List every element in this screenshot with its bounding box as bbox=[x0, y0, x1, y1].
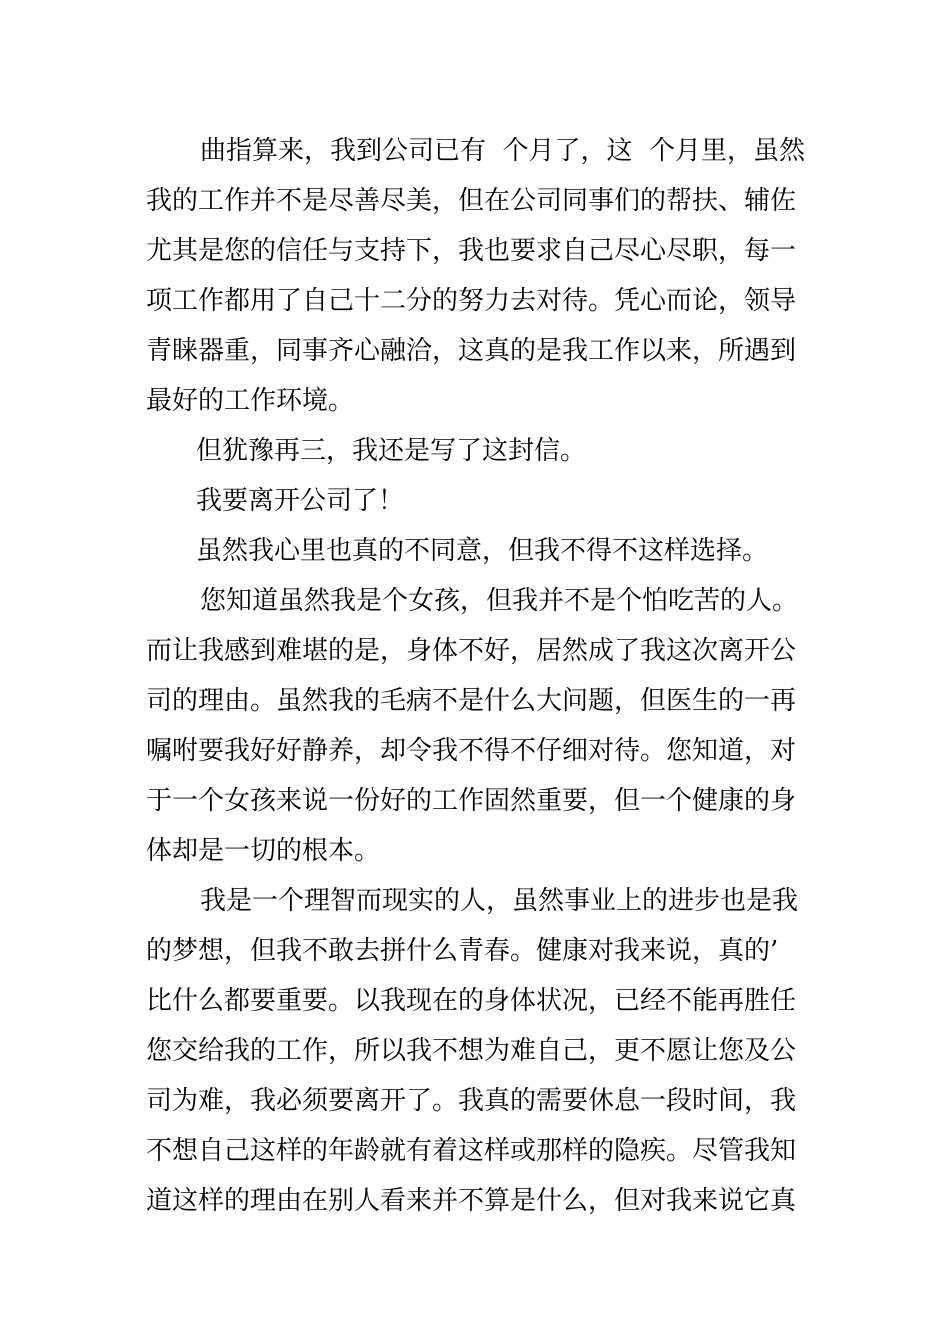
text-line: 比什么都要重要。以我现在的身体状况，已经不能再胜任 bbox=[146, 986, 797, 1016]
paragraph-5 bbox=[146, 576, 810, 876]
text-line: 您知道虽然我是个女孩，但我并不是个怕吃苦的人。 bbox=[200, 586, 799, 616]
text-line: 不想自己这样的年龄就有着这样或那样的隐疾。尽管我知 bbox=[146, 1136, 797, 1166]
text-line: 我要离开公司了！ bbox=[196, 486, 405, 516]
text-line: 虽然我心里也真的不同意，但我不得不这样选择。 bbox=[196, 536, 769, 566]
text-line: 您交给我的工作，所以我不想为难自己，更不愿让您及公 bbox=[146, 1036, 797, 1066]
text-line: 我的工作并不是尽善尽美，但在公司同事们的帮扶、辅佐 bbox=[146, 186, 797, 216]
paragraph-6 bbox=[146, 876, 810, 1226]
paragraph-3 bbox=[146, 476, 810, 526]
text-line: 司的理由。虽然我的毛病不是什么大问题，但医生的一再 bbox=[146, 686, 797, 716]
letter-body bbox=[146, 126, 810, 1226]
text-line: 司为难，我必须要离开了。我真的需要休息一段时间，我 bbox=[146, 1086, 797, 1116]
text-line: 的梦想，但我不敢去拼什么青春。健康对我来说，真的’ bbox=[146, 936, 779, 966]
text-line: 尤其是您的信任与支持下，我也要求自己尽心尽职，每一 bbox=[146, 236, 797, 266]
text-line: 体却是一切的根本。 bbox=[146, 836, 381, 866]
text-line: 嘱咐要我好好静养，却令我不得不仔细对待。您知道，对 bbox=[146, 736, 797, 766]
text-line: 青睐器重，同事齐心融洽，这真的是我工作以来，所遇到 bbox=[146, 336, 797, 366]
text-line: 曲指算来，我到公司已有 个月了，这 个月里，虽然 bbox=[200, 136, 806, 166]
text-line: 道这样的理由在别人看来并不算是什么，但对我来说它真 bbox=[146, 1186, 797, 1216]
paragraph-4 bbox=[146, 526, 810, 576]
text-line: 项工作都用了自己十二分的努力去对待。凭心而论，领导 bbox=[146, 286, 797, 316]
text-line: 而让我感到难堪的是，身体不好，居然成了我这次离开公 bbox=[146, 636, 797, 666]
text-line: 于一个女孩来说一份好的工作固然重要，但一个健康的身 bbox=[146, 786, 797, 816]
text-line: 最好的工作环境。 bbox=[146, 386, 355, 416]
paragraph-2 bbox=[146, 426, 810, 476]
text-line: 但犹豫再三，我还是写了这封信。 bbox=[196, 436, 587, 466]
text-line: 我是一个理智而现实的人，虽然事业上的进步也是我 bbox=[200, 886, 799, 916]
paragraph-1 bbox=[146, 126, 810, 426]
